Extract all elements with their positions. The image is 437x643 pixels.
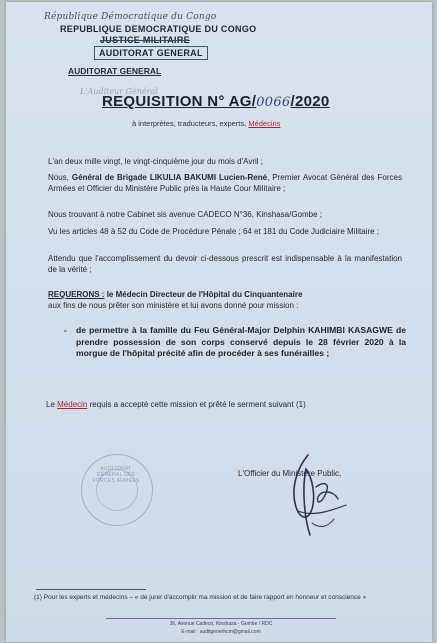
header-justice-line: JUSTICE MILITAIRE [100,35,190,45]
cabinet-paragraph: Nous trouvant à notre Cabinet sis avenue CADECO N°36, Kinshasa/Gombe ; [48,210,323,219]
nous-paragraph [48,172,402,194]
officer-line: L'Officier du Ministère Public, [238,469,342,478]
title-handwritten-number: 0066 [256,95,291,110]
nous-name: Général de Brigade LIKULIA BAKUMI Lucien-René [71,173,268,182]
requisition-document [6,2,432,642]
header-auditorat-stamp: AUDITORAT GENERAL [94,46,208,60]
requerons-doctor: le Médecin Directeur de l'Hôpital du Cinquantenaire [106,290,303,299]
date-paragraph: L'an deux mille vingt, le vingt-cinquième jour du mois d'Avril ; [48,157,264,166]
mission-paragraph: de permettre à la famille du Feu Général-Major Delphin KAHIMBI KASAGWE de prendre possession de son corps conservé depuis le 28 février 2020 à la morgue de l'hôpital précité afin de procéder à ses funérailles ; [76,325,406,358]
document-title [102,93,330,110]
articles-paragraph: Vu les articles 48 à 52 du Code de Procédure Pénale ; 64 et 181 du Code Judiciaire Militaire ; [48,227,380,236]
subtitle [132,119,280,128]
acceptance-prefix: Le [46,400,55,409]
acceptance-medecin: Médecin [57,400,88,409]
handwritten-signature [268,447,358,542]
address-line-1: 36, Avenue Cadeco, Kinshasa - Gombe / RDC [169,621,273,627]
title-prefix: REQUISITION N° AG/ [102,93,257,110]
nous-rest: , Premier Avocat Général des Forces Armées et Officier du Ministère Public près la Haute Cour Militaire ; [48,173,402,193]
acceptance-paragraph [46,399,406,410]
acceptance-rest: requis a accepté cette mission et prêté le serment suivant (1) [89,400,306,409]
footnote-rule [36,589,146,590]
official-seal-text: AUDITORAT GÉNÉRAL DES FORCES ARMÉES [92,466,140,484]
mission-dash: - [64,325,67,335]
header-script-line: République Démocratique du Congo [44,12,217,22]
address-rule [106,618,336,619]
auditorat-general-label: AUDITORAT GENERAL [68,66,162,76]
requerons-label: REQUERONS : [48,290,105,299]
nous-prefix: Nous, [48,173,69,182]
title-suffix: /2020 [290,93,330,110]
subtitle-medecins: Médecins [248,119,281,128]
address-line-2: E-mail : auditgenerhcm@gmail.com [181,629,261,635]
subtitle-text: à interprètes, traducteurs, experts, [132,119,247,128]
header-republic-line: REPUBLIQUE DEMOCRATIQUE DU CONGO [60,24,257,34]
footnote: (1) Pour les experts et médecins – « de jurer d'accomplir ma mission et de faire rapport en honneur et conscience » [34,594,367,601]
requerons-paragraph [48,289,402,311]
faint-handwritten-mark: L'Auditeur Général [80,87,158,96]
attendu-paragraph: Attendu que l'accomplissement du devoir ci-dessous prescrit est indispensable à la manifestation de la vérité ; [48,254,402,274]
requerons-rest: aux fins de nous prêter son ministère et lui avons donné pour mission : [48,301,299,310]
